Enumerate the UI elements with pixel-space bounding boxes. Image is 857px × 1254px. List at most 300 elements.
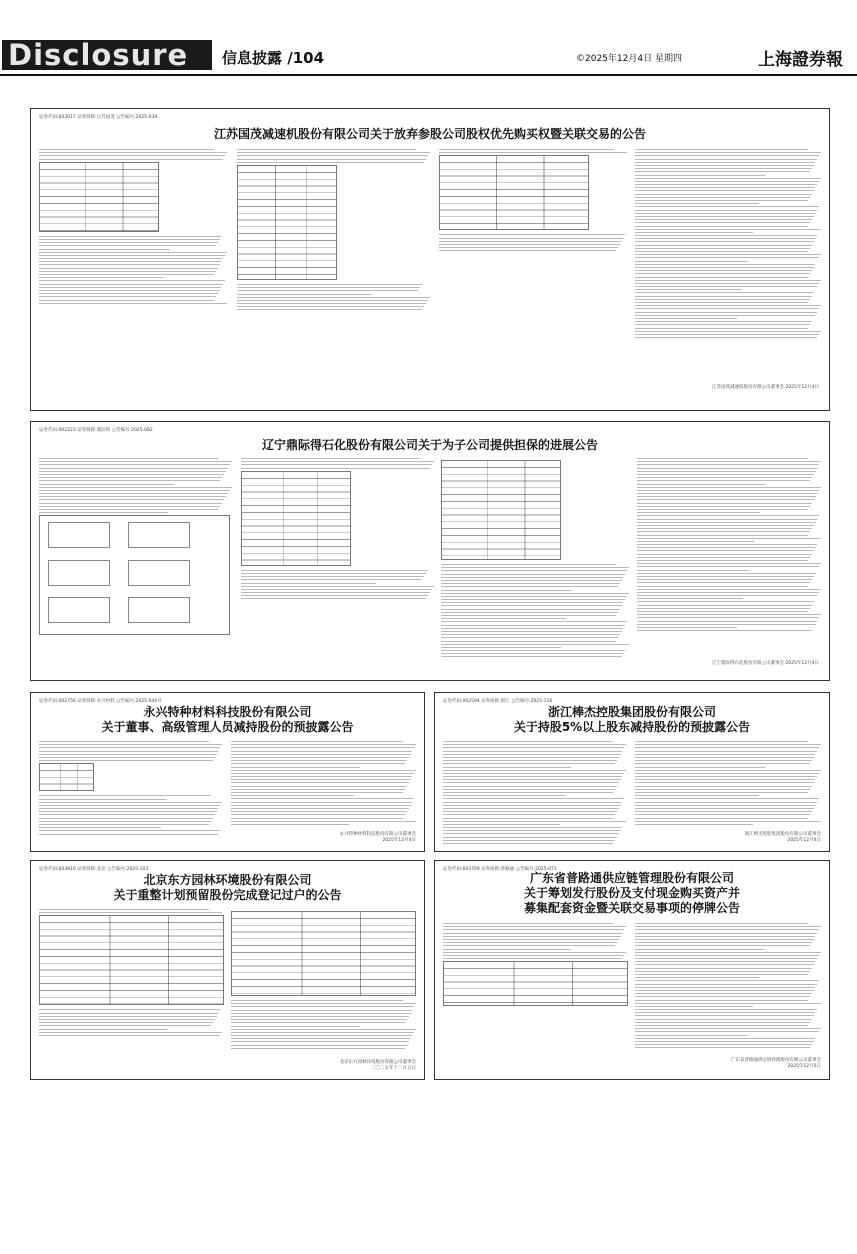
body-text-line <box>39 290 220 291</box>
ownership-chart-node <box>48 560 110 586</box>
body-text-line <box>39 474 224 475</box>
body-text-line <box>241 458 420 459</box>
body-text-line <box>231 792 403 793</box>
ownership-chart-node <box>128 522 190 548</box>
notice-code-line: 证券代码:002594 证券简称:浙江 公告编号:2025-116 <box>443 699 553 704</box>
body-text-line <box>635 254 821 255</box>
notice-title: 辽宁鼎际得石化股份有限公司关于为子公司提供担保的进展公告 <box>261 438 598 452</box>
body-text-line <box>443 779 621 780</box>
notice-yongxing-materials <box>30 692 425 852</box>
data-table <box>241 471 351 566</box>
body-text-line <box>441 567 629 568</box>
notice-title: 江苏国茂减速机股份有限公司关于放弃参股公司股权优先购买权暨关联交易的公告 <box>213 127 646 141</box>
body-text-line <box>441 596 627 597</box>
body-text-line <box>635 251 808 252</box>
body-text-line <box>443 945 615 946</box>
body-text-line <box>237 297 430 298</box>
body-text-line <box>635 760 812 761</box>
body-text-line <box>441 656 622 657</box>
body-text-line <box>231 789 405 790</box>
body-text-line <box>241 573 426 574</box>
notice-title: 永兴特种材料科技股份有限公司 关于董事、高级管理人员减持股份的预披露公告 <box>101 705 354 734</box>
body-text-line <box>39 827 161 828</box>
notice-zhejiang-bangjie <box>434 692 830 852</box>
notice-signoff: 永兴特种材料科技股份有限公司董事会 2025年12月4日 <box>339 832 416 843</box>
body-text-line <box>637 544 817 545</box>
body-text-line <box>39 255 225 256</box>
ownership-chart-node <box>48 597 110 623</box>
ownership-chart-node <box>128 560 190 586</box>
body-text-line <box>441 637 618 638</box>
body-text-line <box>635 213 815 214</box>
body-text-line <box>635 996 810 997</box>
notice-body-column-2 <box>635 923 823 1048</box>
body-text-line <box>443 818 613 819</box>
notice-liaoning-dingjide <box>30 421 830 681</box>
body-text-line <box>637 570 749 571</box>
body-text-line <box>441 628 623 629</box>
body-text-line <box>39 506 220 507</box>
notice-code-line: 证券代码:603810 证券简称:北京 公告编号:2025-103 <box>39 867 149 872</box>
body-text-line <box>637 627 737 628</box>
body-text-line <box>635 958 817 959</box>
body-text-line <box>237 294 372 295</box>
body-text-block <box>635 149 823 338</box>
body-text-line <box>39 484 174 485</box>
body-text-line <box>39 159 223 160</box>
body-text-line <box>635 162 815 163</box>
body-text-line <box>443 751 622 752</box>
body-text-line <box>637 595 817 596</box>
body-text-line <box>443 760 617 761</box>
body-text-line <box>39 252 227 253</box>
body-text-line <box>39 799 167 800</box>
body-text-line <box>439 149 614 150</box>
body-text-line <box>441 653 623 654</box>
body-text-line <box>637 566 819 567</box>
body-text-line <box>635 792 808 793</box>
body-text-line <box>39 477 222 478</box>
body-text-line <box>39 499 224 500</box>
body-text-line <box>443 805 621 806</box>
body-text-line <box>635 334 819 335</box>
body-text-line <box>635 977 759 978</box>
body-text-line <box>635 200 808 201</box>
body-text-line <box>439 152 627 153</box>
notice-signoff: 辽宁鼎际得石化股份有限公司董事会 2025年12月4日 <box>712 661 819 666</box>
body-text-line <box>635 1044 812 1045</box>
body-text-line <box>635 824 753 825</box>
body-text-line <box>635 283 819 284</box>
body-text-line <box>443 767 571 768</box>
body-text-block <box>443 741 628 846</box>
body-text-line <box>231 818 403 819</box>
body-text-line <box>231 1041 409 1042</box>
body-text-line <box>635 226 808 227</box>
body-text-line <box>443 936 621 937</box>
newspaper-name: 上海證券報 <box>758 50 843 70</box>
body-text-line <box>39 805 220 806</box>
body-text-line <box>39 512 168 513</box>
body-text-line <box>241 595 428 596</box>
body-text-line <box>637 589 821 590</box>
body-text-line <box>441 647 561 648</box>
body-text-line <box>635 821 821 822</box>
body-text-line <box>635 993 812 994</box>
body-text-line <box>635 786 812 787</box>
body-text-line <box>39 818 213 819</box>
body-text-line <box>441 570 627 571</box>
body-text-line <box>241 586 434 587</box>
body-text-line <box>637 484 765 485</box>
body-text-line <box>635 299 810 300</box>
body-text-line <box>637 550 814 551</box>
body-text-block <box>39 909 224 1036</box>
body-text-line <box>441 586 618 587</box>
body-text-line <box>237 306 424 307</box>
body-text-line <box>39 261 221 262</box>
body-text-line <box>637 630 812 631</box>
body-text-line <box>635 741 808 742</box>
body-text-line <box>637 621 817 622</box>
notice-title: 浙江棒杰控股集团股份有限公司 关于持股5%以上股东减持股份的预披露公告 <box>513 705 751 734</box>
body-text-line <box>635 1006 753 1007</box>
body-text-block <box>237 149 432 310</box>
body-text-line <box>637 617 819 618</box>
body-text-line <box>443 754 621 755</box>
notice-title: 北京东方园林环境股份有限公司 关于重整计划预留股份完成登记过户的公告 <box>113 873 342 902</box>
header-rule <box>0 74 857 76</box>
body-text-line <box>231 782 409 783</box>
body-text-line <box>637 579 812 580</box>
notice-beijing-orient-landscape <box>30 860 425 1080</box>
body-text-line <box>635 238 815 239</box>
body-text-line <box>635 770 821 771</box>
notice-guangdong-prolto <box>434 860 830 1080</box>
body-text-line <box>635 210 817 211</box>
body-text-line <box>443 949 571 950</box>
body-text-line <box>637 468 817 469</box>
body-text-line <box>441 602 623 603</box>
body-text-line <box>637 614 821 615</box>
body-text-line <box>39 284 223 285</box>
body-text-line <box>39 834 218 835</box>
body-text-line <box>635 939 814 940</box>
body-text-line <box>635 190 814 191</box>
body-text-line <box>439 244 620 245</box>
body-text-block <box>441 460 631 657</box>
body-text-line <box>231 1013 411 1014</box>
body-text-line <box>237 303 426 304</box>
body-text-line <box>635 312 817 313</box>
body-text-line <box>635 315 815 316</box>
body-text-line <box>635 767 765 768</box>
body-text-line <box>231 747 414 748</box>
body-text-line <box>241 598 426 599</box>
notice-signoff: 北京东方园林环境股份有限公司董事会 二〇二五年十二月五日 <box>339 1060 416 1071</box>
body-text-line <box>39 795 211 796</box>
body-text-line <box>443 757 619 758</box>
body-text-line <box>635 984 817 985</box>
notice-signoff: 江苏国茂减速机股份有限公司董事会 2025年12月4日 <box>712 385 819 390</box>
body-text-line <box>637 474 814 475</box>
body-text-line <box>635 798 819 799</box>
body-text-line <box>637 557 810 558</box>
body-text-line <box>443 773 624 774</box>
body-text-line <box>635 747 819 748</box>
body-text-line <box>635 308 819 309</box>
body-text-line <box>39 242 218 243</box>
body-text-line <box>441 583 620 584</box>
body-text-line <box>443 923 613 924</box>
body-text-line <box>39 741 209 742</box>
body-text-line <box>637 493 817 494</box>
body-text-line <box>635 270 812 271</box>
body-text-line <box>39 751 218 752</box>
body-text-line <box>443 833 619 834</box>
body-text-line <box>39 149 214 150</box>
body-text-line <box>637 598 743 599</box>
body-text-line <box>441 634 620 635</box>
body-text-line <box>39 464 230 465</box>
body-text-line <box>241 589 432 590</box>
body-text-line <box>237 149 416 150</box>
body-text-line <box>635 974 808 975</box>
body-text-line <box>441 605 622 606</box>
body-text-line <box>231 1019 407 1020</box>
body-text-line <box>241 583 376 584</box>
body-text-line <box>231 767 360 768</box>
body-text-block <box>637 458 823 631</box>
body-text-line <box>443 840 615 841</box>
body-text-line <box>441 641 616 642</box>
body-text-line <box>637 525 814 526</box>
body-text-line <box>39 760 213 761</box>
body-text-line <box>635 245 812 246</box>
body-text-line <box>441 564 616 565</box>
body-text-line <box>637 605 812 606</box>
body-text-line <box>635 222 810 223</box>
body-text-line <box>635 292 814 293</box>
notice-signoff: 广东省普路通供应链管理股份有限公司董事会 2025年12月5日 <box>731 1058 821 1069</box>
body-text-line <box>39 802 222 803</box>
body-text-line <box>441 625 625 626</box>
body-text-line <box>39 757 215 758</box>
body-text-line <box>635 980 819 981</box>
body-text-line <box>635 782 814 783</box>
body-text-line <box>637 547 816 548</box>
body-text-line <box>443 782 619 783</box>
body-text-line <box>39 245 216 246</box>
body-text-line <box>237 300 428 301</box>
body-text-line <box>443 802 622 803</box>
body-text-line <box>635 1028 821 1029</box>
notice-jiangsu-guomao <box>30 108 830 411</box>
body-text-line <box>39 296 216 297</box>
body-text-line <box>231 1038 411 1039</box>
body-text-line <box>231 786 407 787</box>
body-text-line <box>635 933 817 934</box>
body-text-line <box>39 480 220 481</box>
body-text-line <box>443 939 619 940</box>
body-text-line <box>439 250 616 251</box>
body-text-line <box>231 795 354 796</box>
body-text-line <box>39 1032 222 1033</box>
body-text-line <box>231 751 412 752</box>
body-text-line <box>635 945 810 946</box>
body-text-line <box>39 277 164 278</box>
body-text-line <box>635 1000 808 1001</box>
body-text-line <box>231 1035 412 1036</box>
body-text-line <box>635 757 814 758</box>
body-text-line <box>635 961 815 962</box>
body-text-line <box>635 318 737 319</box>
body-text-line <box>39 1029 167 1030</box>
body-text-block <box>635 741 823 826</box>
body-text-line <box>441 631 622 632</box>
body-text-line <box>637 573 816 574</box>
body-text-line <box>39 830 220 831</box>
body-text-line <box>635 949 765 950</box>
body-text-line <box>231 1045 407 1046</box>
body-text-line <box>231 779 411 780</box>
body-text-line <box>231 1048 405 1049</box>
body-text-line <box>635 936 815 937</box>
body-text-line <box>237 152 430 153</box>
body-text-line <box>443 789 615 790</box>
body-text-line <box>231 770 416 771</box>
body-text-line <box>39 471 226 472</box>
body-text-line <box>635 187 815 188</box>
body-text-line <box>439 247 618 248</box>
body-text-line <box>443 830 621 831</box>
body-text-line <box>441 599 625 600</box>
body-text-line <box>635 305 821 306</box>
body-text-line <box>443 827 622 828</box>
body-text-line <box>635 942 812 943</box>
notice-code-line: 证券代码:002756 证券简称:永兴材料 公告编号:2025-040号 <box>39 699 162 704</box>
body-text-line <box>635 811 812 812</box>
body-text-line <box>39 1019 215 1020</box>
body-text-line <box>39 811 217 812</box>
body-text-line <box>39 747 220 748</box>
data-table <box>443 961 628 1006</box>
body-text-line <box>231 776 412 777</box>
body-text-line <box>637 608 810 609</box>
body-text-line <box>441 609 620 610</box>
body-text-line <box>231 760 407 761</box>
body-text-block <box>39 149 229 304</box>
body-text-line <box>443 744 626 745</box>
body-text-line <box>637 541 754 542</box>
body-text-line <box>635 1003 821 1004</box>
body-text-line <box>237 155 428 156</box>
body-text-line <box>635 776 817 777</box>
body-text-line <box>237 290 418 291</box>
body-text-line <box>637 515 819 516</box>
body-text-line <box>635 751 817 752</box>
body-text-line <box>637 528 812 529</box>
data-table <box>439 155 589 230</box>
notice-body-column-2 <box>241 458 436 673</box>
body-text-line <box>635 165 814 166</box>
body-text-line <box>39 303 227 304</box>
body-text-line <box>635 321 812 322</box>
body-text-line <box>39 287 221 288</box>
body-text-line <box>637 499 814 500</box>
notice-body-column-1 <box>39 909 224 1074</box>
body-text-line <box>443 933 622 934</box>
body-text-line <box>637 576 814 577</box>
body-text-line <box>443 808 619 809</box>
notice-body-column-1 <box>39 149 229 399</box>
body-text-line <box>635 1041 814 1042</box>
body-text-block <box>635 923 823 1048</box>
body-text-line <box>635 808 814 809</box>
body-text-line <box>635 789 810 790</box>
body-text-line <box>635 1012 815 1013</box>
body-text-line <box>443 824 560 825</box>
body-text-line <box>637 554 812 555</box>
body-text-line <box>635 280 821 281</box>
body-text-block <box>231 911 418 1049</box>
body-text-line <box>635 152 821 153</box>
body-text-line <box>443 770 626 771</box>
body-text-line <box>231 811 407 812</box>
body-text-line <box>637 531 810 532</box>
body-text-line <box>231 1003 416 1004</box>
body-text-line <box>443 811 617 812</box>
notice-code-line: 证券代码:002223 证券简称:鼎际得 公告编号:2025-082 <box>39 428 153 433</box>
body-text-line <box>231 1000 403 1001</box>
body-text-line <box>241 461 434 462</box>
body-text-line <box>635 331 821 332</box>
body-text-line <box>635 1031 819 1032</box>
body-text-line <box>635 337 817 338</box>
body-text-line <box>637 624 816 625</box>
body-text-line <box>635 763 810 764</box>
body-text-line <box>635 952 821 953</box>
body-text-line <box>637 563 821 564</box>
body-text-line <box>231 808 409 809</box>
body-text-line <box>231 1026 360 1027</box>
ownership-chart-node <box>128 597 190 623</box>
body-text-line <box>237 159 426 160</box>
body-text-line <box>635 286 817 287</box>
body-text-line <box>39 461 232 462</box>
body-text-line <box>635 814 810 815</box>
body-text-line <box>637 582 810 583</box>
body-text-line <box>231 773 414 774</box>
body-text-line <box>443 747 624 748</box>
masthead-date: ©2025年12月4日 星期四 <box>576 54 682 64</box>
body-text-line <box>635 773 819 774</box>
body-text-line <box>39 249 170 250</box>
body-text-line <box>39 236 221 237</box>
notice-body-column-1 <box>443 923 628 1073</box>
body-text-line <box>635 987 815 988</box>
body-text-line <box>635 1025 808 1026</box>
notice-title: 广东省普路通供应链管理股份有限公司 关于筹划发行股份及支付现金购买资产并 募集配套资金暨关联交易事项的停牌公告 <box>523 871 740 915</box>
body-text-line <box>231 1032 414 1033</box>
body-text-line <box>635 805 815 806</box>
body-text-line <box>231 757 409 758</box>
notice-body-column-4 <box>635 149 823 359</box>
body-text-line <box>39 458 218 459</box>
body-text-line <box>637 538 821 539</box>
body-text-line <box>635 184 817 185</box>
body-text-line <box>443 741 613 742</box>
